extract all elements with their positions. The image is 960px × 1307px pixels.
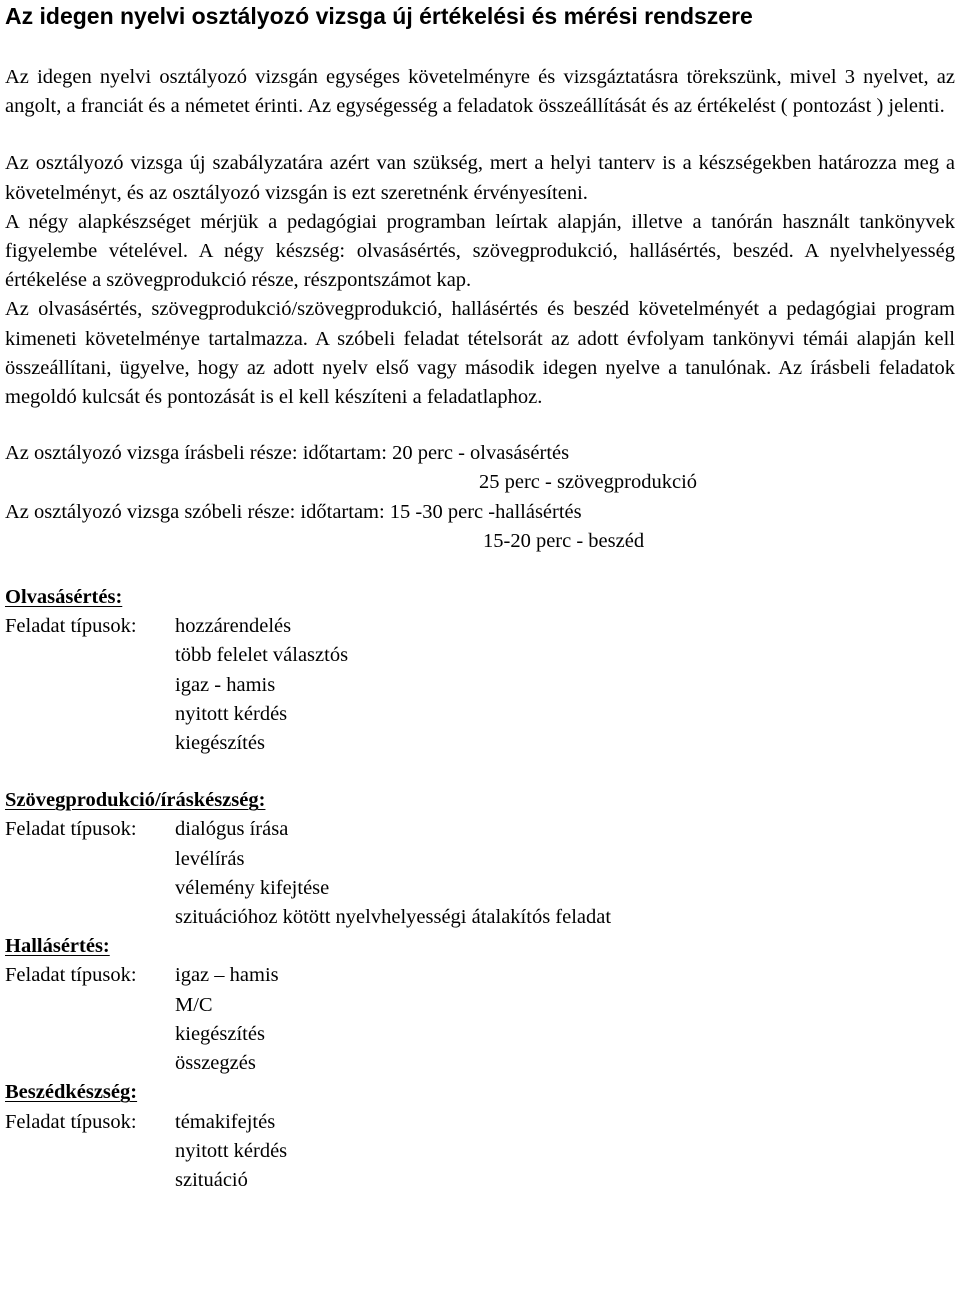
task-type-item: kiegészítés: [175, 732, 265, 755]
rules-paragraph: Az osztályozó vizsga új szabályzatára azért van szükség, mert a helyi tanterv is a készségekben határozza meg a követelményt, és az osztályozó vizsgán is ezt szeretnénk érvényesíteni.: [5, 152, 955, 204]
intro-paragraph: Az idegen nyelvi osztályozó vizsgán egységes követelményre és vizsgáztatásra törekszünk, mivel 3 nyelvet, az angolt, a franciát és a németet érinti. Az egységesség a feladatok összeállítását és az értékelést ( pontozást ) jelenti.: [5, 66, 955, 118]
task-types-label: Feladat típusok:: [5, 615, 137, 638]
task-type-item: nyitott kérdés: [175, 1139, 288, 1162]
writing-heading: Szövegprodukció/íráskészség:: [5, 789, 266, 812]
writing-section: [5, 786, 955, 932]
oral-exam-line: Az osztályozó vizsga szóbeli része: időtartam: 15 -30 perc -hallásértés: [5, 500, 582, 523]
requirements-paragraph: Az olvasásértés, szövegprodukció/szövegprodukció, hallásértés és beszéd követelményét a pedagógiai program kimeneti követelménye tartalmazza. A szóbeli feladat tételsorát az adott évfolyam tankönyvi témái alapján kell összeállítani, ügyelve, hogy az adott nyelv első vagy második idegen nyelve a tanulónak. Az írásbeli feladatok megoldó kulcsát és pontozását is el kell készíteni a feladatlaphoz.: [5, 298, 955, 409]
exam-duration-block: [5, 439, 955, 556]
task-type-item: igaz – hamis: [175, 964, 279, 987]
document-page: [5, 0, 955, 1195]
task-type-item: M/C: [175, 993, 213, 1016]
task-types-label: Feladat típusok:: [5, 818, 137, 841]
task-type-item: több felelet választós: [175, 644, 349, 667]
reading-heading: Olvasásértés:: [5, 586, 123, 609]
oral-exam-line-2: 15-20 perc - beszéd: [483, 529, 645, 552]
task-type-item: nyitott kérdés: [175, 702, 288, 725]
task-type-item: hozzárendelés: [175, 615, 292, 638]
written-exam-line: Az osztályozó vizsga írásbeli része: időtartam: 20 perc - olvasásértés: [5, 442, 570, 465]
speaking-heading: Beszédkészség:: [5, 1081, 138, 1104]
document-title: Az idegen nyelvi osztályozó vizsga új értékelési és mérési rendszere: [5, 3, 753, 29]
task-type-item: szituáció: [175, 1168, 248, 1191]
written-exam-line-2: 25 perc - szövegprodukció: [479, 471, 698, 494]
task-type-item: összegzés: [175, 1052, 256, 1075]
task-type-item: levélírás: [175, 847, 245, 870]
speaking-section: [5, 1078, 955, 1195]
task-types-label: Feladat típusok:: [5, 964, 137, 987]
listening-heading: Hallásértés:: [5, 935, 110, 958]
listening-task-row: [5, 961, 955, 990]
task-type-item: témakifejtés: [175, 1110, 276, 1133]
task-type-item: dialógus írása: [175, 818, 289, 841]
task-type-item: szituációhoz kötött nyelvhelyességi átalakítós feladat: [175, 906, 612, 929]
reading-section: [5, 583, 955, 758]
writing-task-row: [5, 815, 955, 844]
speaking-task-row: [5, 1108, 955, 1137]
task-type-item: igaz - hamis: [175, 673, 276, 696]
task-type-item: vélemény kifejtése: [175, 876, 330, 899]
task-types-label: Feladat típusok:: [5, 1110, 137, 1133]
reading-task-row: [5, 612, 955, 641]
skills-paragraph: A négy alapkészséget mérjük a pedagógiai programban leírtak alapján, illetve a tanórán használt tankönyvek figyelembe vételével. A négy készség: olvasásértés, szövegprodukció, hallásértés, beszéd. A nyelvhelyesség értékelése a szövegprodukció része, részpontszámot kap.: [5, 210, 955, 292]
task-type-item: kiegészítés: [175, 1022, 265, 1045]
listening-section: [5, 932, 955, 1078]
